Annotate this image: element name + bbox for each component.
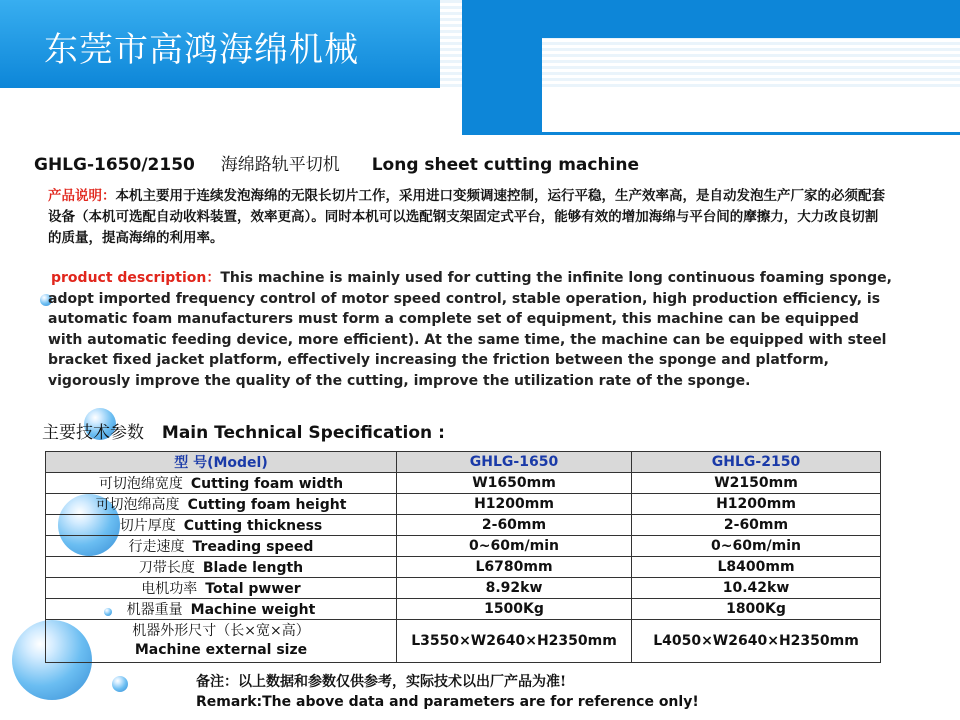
description-cn-text: 本机主要用于连续发泡海绵的无限长切片工作，采用进口变频调速控制，运行平稳，生产效率高，是自动发泡生产厂家的必须配套设备（本机可选配自动收料装置，效率更高）。同时本机可以选配钢支架固定式平台，能够有效的增加海绵与平台间的摩擦力，大力改良切割的质量，提高海绵的利用率。 [48,188,885,246]
table-row [46,599,881,620]
param-en: Total pwwer [205,581,301,597]
param-cn: 可切泡绵宽度 [98,476,183,492]
spec-table [45,451,881,663]
value-model-1: H1200mm [397,494,632,515]
remark-en: Remark:The above data and parameters are for reference only! [196,694,699,710]
spec-title [42,418,445,443]
value-model-1: L3550×W2640×H2350mm [397,620,632,663]
param-cn: 电机功率 [141,581,198,597]
product-name-en: Long sheet cutting machine [371,155,640,175]
param-cell [46,620,397,663]
value-model-2: H1200mm [632,494,881,515]
header-param: 型 号(Model) [46,452,397,473]
product-model: GHLG-1650/2150 [34,155,195,175]
param-cell [46,473,397,494]
param-en: Cutting foam width [190,476,344,492]
param-en: Machine weight [190,602,316,618]
param-en: Machine external size [134,642,308,658]
param-en: Cutting foam height [187,497,347,513]
company-title: 东莞市高鸿海绵机械 [44,30,359,70]
table-row [46,494,881,515]
param-cn: 机器重量 [126,602,183,618]
param-cell [46,599,397,620]
param-cell [46,515,397,536]
table-row [46,515,881,536]
value-model-2: 2-60mm [632,515,881,536]
value-model-1: 1500Kg [397,599,632,620]
param-cn: 行走速度 [128,539,185,555]
param-cell [46,557,397,578]
param-en: Treading speed [192,539,314,555]
product-heading [34,150,639,175]
spec-title-cn: 主要技术参数 [42,423,144,443]
bubble-decoration [112,676,128,692]
param-cell [46,578,397,599]
header-model-1: GHLG-1650 [397,452,632,473]
param-en: Blade length [202,560,304,576]
decor-block-square [462,38,542,132]
value-model-2: L4050×W2640×H2350mm [632,620,881,663]
decor-block-top [462,0,960,38]
description-cn [48,186,888,249]
decor-divider-line [462,132,960,135]
value-model-1: L6780mm [397,557,632,578]
table-row [46,578,881,599]
value-model-2: W2150mm [632,473,881,494]
param-cn: 切片厚度 [119,518,176,534]
product-name-cn: 海绵路轨平切机 [220,155,340,175]
value-model-2: 10.42kw [632,578,881,599]
value-model-2: 1800Kg [632,599,881,620]
remark-cn: 备注：以上数据和参数仅供参考，实际技术以出厂产品为准! [196,674,567,690]
param-en: Cutting thickness [183,518,323,534]
value-model-1: W1650mm [397,473,632,494]
description-cn-label: 产品说明： [48,188,116,204]
value-model-2: 0~60m/min [632,536,881,557]
param-cell [46,536,397,557]
value-model-1: 8.92kw [397,578,632,599]
description-en [48,268,898,391]
header-model-2: GHLG-2150 [632,452,881,473]
table-row [46,473,881,494]
param-cn: 机器外形尺寸（长×宽×高） [132,623,310,639]
param-cn: 可切泡绵高度 [95,497,180,513]
param-cn: 刀带长度 [138,560,195,576]
remark [196,672,699,712]
param-cell [46,494,397,515]
value-model-1: 0~60m/min [397,536,632,557]
table-row [46,557,881,578]
value-model-1: 2-60mm [397,515,632,536]
description-en-text: This machine is mainly used for cutting the infinite long continuous foaming sponge, adopt imported frequency control of motor speed control, stable operation, high production efficiency, is automatic foam manufacturers must form a complete set of equipment, this machine can be equipped with automatic feeding device, more efficient). At the same time, the machine can be equipped with steel bracket fixed jacket platform, effectively increasing the friction between the sponge and platform, vigorously improve the quality of the cutting, improve the utilization rate of the sponge. [48,270,892,389]
spec-title-en: Main Technical Specification : [161,423,445,443]
description-en-label: product description： [51,270,221,286]
table-row [46,536,881,557]
table-header-row [46,452,881,473]
table-row [46,620,881,663]
value-model-2: L8400mm [632,557,881,578]
